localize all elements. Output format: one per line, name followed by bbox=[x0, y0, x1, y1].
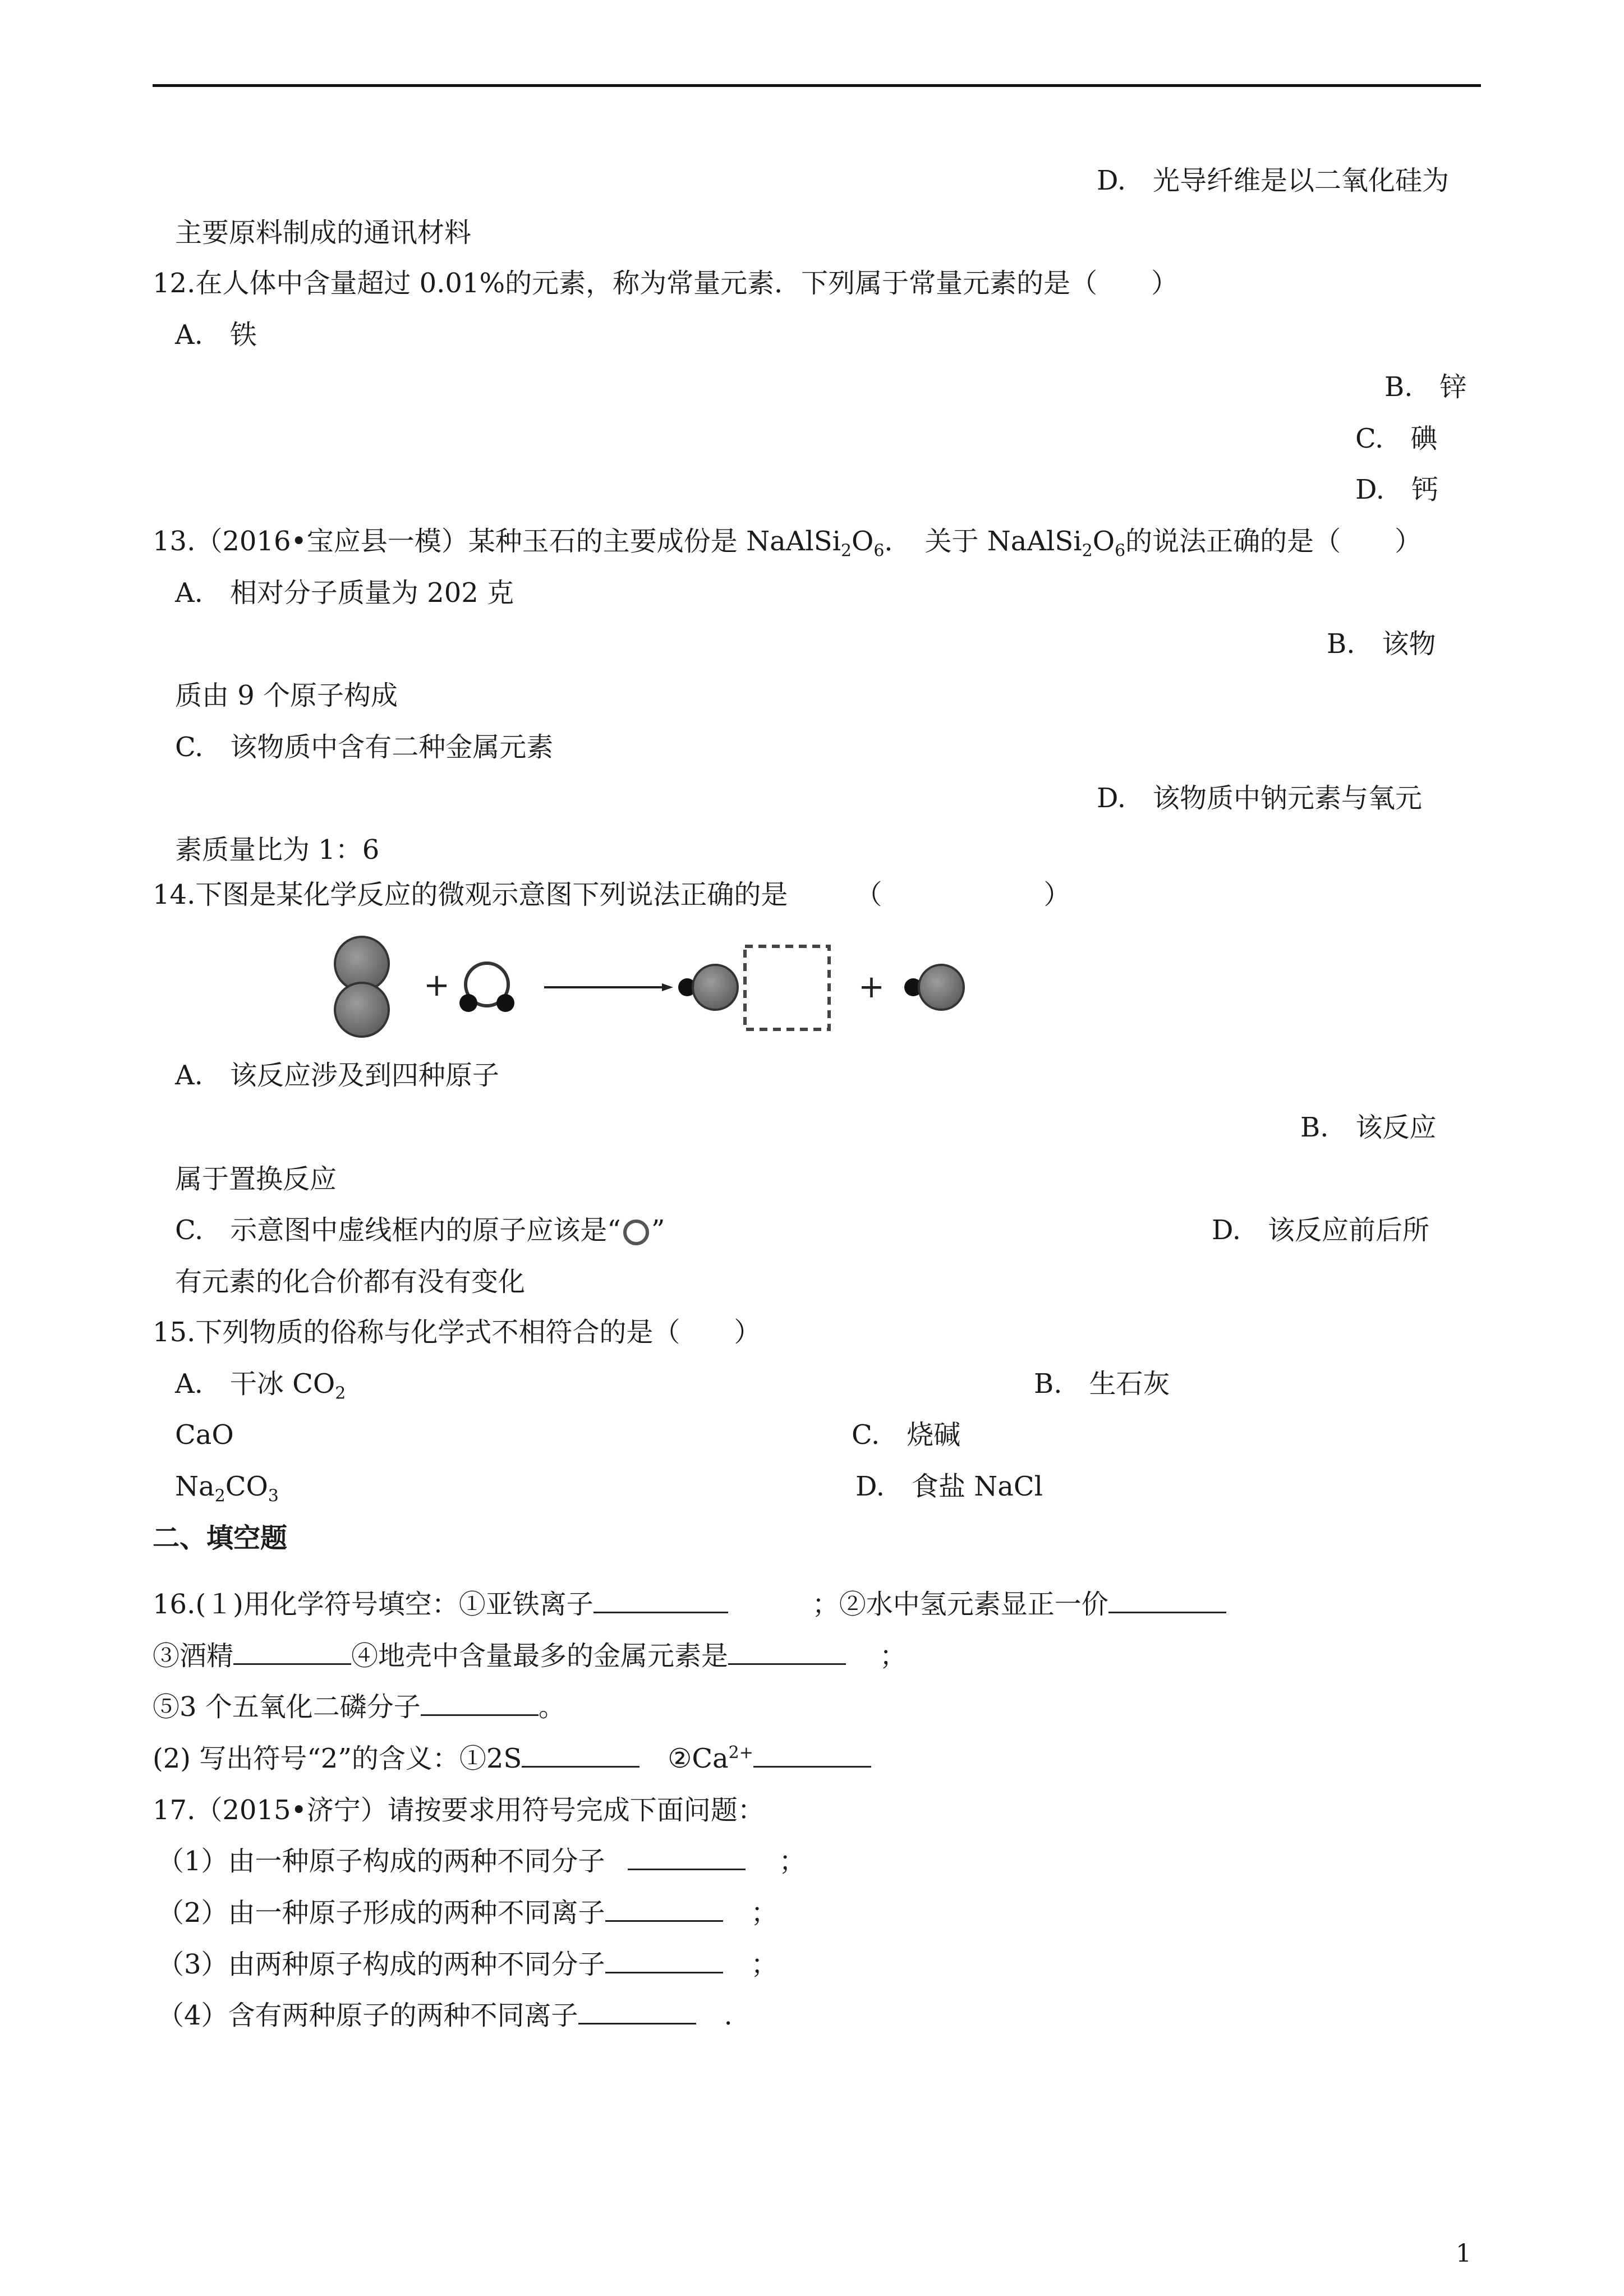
reaction-diagram bbox=[168, 920, 999, 1049]
product-molecule-1 bbox=[678, 965, 738, 1010]
q15-option-a-sub: 2 bbox=[335, 1383, 346, 1404]
answer-blank-11[interactable] bbox=[578, 1999, 696, 2024]
q15-option-b: B. 生石灰 bbox=[1034, 1368, 1170, 1400]
section-heading: 二、填空题 bbox=[153, 1522, 288, 1554]
q16-line-2 bbox=[153, 1639, 907, 1673]
answer-blank-9[interactable] bbox=[605, 1897, 723, 1922]
answer-blank-8[interactable] bbox=[628, 1845, 746, 1870]
answer-blank-10[interactable] bbox=[605, 1948, 723, 1973]
q15-sub1: 2 bbox=[214, 1486, 226, 1506]
q15-option-c: C. 烧碱 bbox=[852, 1419, 961, 1451]
q13-stem-pre: 13.（2016•宝应县一模）某种玉石的主要成份是 NaAlSi bbox=[153, 526, 841, 557]
q17-item-4-end: . bbox=[724, 2000, 733, 2031]
q15-co: CO bbox=[225, 1471, 268, 1502]
q14-option-a: A. 该反应涉及到四种原子 bbox=[175, 1060, 499, 1091]
q15-option-a bbox=[175, 1367, 346, 1404]
q16-semicolon: ； bbox=[880, 1640, 907, 1672]
q13-option-d-cont: 素质量比为 1：6 bbox=[175, 834, 380, 866]
q12-option-a: A. 铁 bbox=[175, 319, 257, 351]
answer-blank-3[interactable] bbox=[233, 1640, 351, 1665]
page-number: 1 bbox=[1456, 2239, 1471, 2268]
q13-sub3: 2 bbox=[1082, 541, 1093, 561]
q16-period: 。 bbox=[538, 1691, 565, 1723]
q13-option-a: A. 相对分子质量为 202 克 bbox=[175, 577, 514, 609]
q17-item-4 bbox=[157, 1999, 733, 2032]
reactant-molecule-1 bbox=[335, 937, 389, 1037]
q13-stem-post: 的说法正确的是（ ） bbox=[1125, 526, 1422, 557]
q13-option-b: B. 该物 bbox=[1327, 628, 1436, 660]
hollow-atom-icon bbox=[623, 1220, 649, 1245]
q14-option-d: D. 该反应前后所 bbox=[1212, 1214, 1430, 1246]
q17-item-3 bbox=[157, 1948, 778, 1981]
q17-item-3-end: ； bbox=[751, 1949, 778, 1980]
q15-option-d: D. 食盐 NaCl bbox=[855, 1471, 1043, 1502]
q13-option-b-cont: 质由 9 个原子构成 bbox=[175, 680, 398, 711]
answer-blank-7[interactable] bbox=[753, 1742, 871, 1768]
q14-option-b: B. 该反应 bbox=[1300, 1112, 1437, 1143]
q11-option-d: D. 光导纤维是以二氧化硅为 bbox=[1097, 165, 1450, 196]
q12-option-b: B. 锌 bbox=[1384, 371, 1467, 403]
q16-prompt-7: ②Ca bbox=[668, 1743, 729, 1774]
q14-option-c-close: ” bbox=[651, 1214, 665, 1246]
q17-item-2-end: ； bbox=[751, 1897, 778, 1929]
q15-option-c-cont bbox=[175, 1470, 279, 1506]
q17-stem: 17.（2015•济宁）请按要求用符号完成下面问题： bbox=[153, 1795, 765, 1826]
dashed-box bbox=[745, 946, 829, 1029]
q15-stem: 15.下列物质的俗称与化学式不相符合的是（ ） bbox=[153, 1317, 761, 1348]
q16-prompt-4: ④地壳中含量最多的金属元素是 bbox=[351, 1640, 729, 1672]
reaction-arrow-head bbox=[662, 983, 673, 991]
q17-item-4-text: （4）含有两种原子的两种不同离子 bbox=[157, 2000, 578, 2031]
q12-option-c: C. 碘 bbox=[1355, 423, 1438, 454]
q13-sub4: 6 bbox=[1115, 541, 1126, 561]
q16-prompt-1: 16.(１)用化学符号填空：①亚铁离子 bbox=[153, 1589, 594, 1620]
q17-item-1-end: ； bbox=[779, 1846, 806, 1877]
q14-option-b-cont: 属于置换反应 bbox=[175, 1163, 337, 1195]
q17-item-1-text: （1）由一种原子构成的两种不同分子 bbox=[157, 1846, 605, 1877]
q16-line-1 bbox=[153, 1588, 1226, 1621]
q15-option-b-cont: CaO bbox=[175, 1419, 234, 1451]
q15-option-a-text: A. 干冰 CO bbox=[175, 1368, 335, 1400]
product-molecule-2 bbox=[904, 965, 964, 1010]
q16-line-4 bbox=[153, 1742, 871, 1775]
q13-sub2: 6 bbox=[873, 541, 885, 561]
q12-stem: 12.在人体中含量超过 0.01%的元素，称为常量元素．下列属于常量元素的是（ ） bbox=[153, 268, 1179, 299]
q12-option-d: D. 钙 bbox=[1355, 474, 1439, 505]
q16-prompt-5: ⑤3 个五氧化二磷分子 bbox=[153, 1691, 421, 1723]
q13-option-c: C. 该物质中含有二种金属元素 bbox=[175, 731, 554, 763]
q16-line-3 bbox=[153, 1690, 565, 1724]
q13-stem bbox=[153, 524, 1422, 561]
q17-item-1 bbox=[157, 1844, 806, 1878]
q15-na: Na bbox=[175, 1471, 215, 1502]
reactant-molecule-2 bbox=[459, 963, 514, 1012]
q16-prompt-6: (2) 写出符号“2”的含义：①2S bbox=[153, 1743, 522, 1774]
answer-blank-2[interactable] bbox=[1108, 1588, 1226, 1613]
q14-stem: 14.下图是某化学反应的微观示意图下列说法正确的是 （ ） bbox=[153, 879, 1071, 910]
q13-o2: O bbox=[1092, 526, 1115, 557]
answer-blank-6[interactable] bbox=[522, 1742, 640, 1768]
q14-option-d-cont: 有元素的化合价都有没有变化 bbox=[175, 1266, 526, 1297]
q14-option-c-text: C. 示意图中虚线框内的原子应该是“ bbox=[175, 1214, 621, 1246]
q13-option-d: D. 该物质中钠元素与氧元 bbox=[1097, 783, 1423, 814]
q16-prompt-3: ③酒精 bbox=[153, 1640, 234, 1672]
q17-item-2 bbox=[157, 1896, 778, 1930]
plus-sign-1: + bbox=[424, 967, 450, 1004]
q16-sup: 2+ bbox=[728, 1743, 753, 1763]
plus-sign-2: + bbox=[858, 969, 885, 1005]
answer-blank-5[interactable] bbox=[421, 1691, 539, 1716]
q16-prompt-2: ；②水中氢元素显正一价 bbox=[812, 1589, 1108, 1620]
answer-blank-1[interactable] bbox=[594, 1588, 728, 1613]
q11-option-d-cont: 主要原料制成的通讯材料 bbox=[175, 217, 472, 249]
header-rule bbox=[153, 84, 1481, 87]
answer-blank-4[interactable] bbox=[728, 1640, 846, 1665]
q17-item-3-text: （3）由两种原子构成的两种不同分子 bbox=[157, 1949, 605, 1980]
q14-option-c bbox=[175, 1213, 665, 1247]
q17-item-2-text: （2）由一种原子形成的两种不同离子 bbox=[157, 1897, 605, 1929]
q13-o1: O bbox=[852, 526, 874, 557]
q13-sub1: 2 bbox=[840, 541, 852, 561]
q13-stem-mid: ． 关于 NaAlSi bbox=[884, 526, 1082, 557]
q15-sub2: 3 bbox=[268, 1486, 279, 1506]
